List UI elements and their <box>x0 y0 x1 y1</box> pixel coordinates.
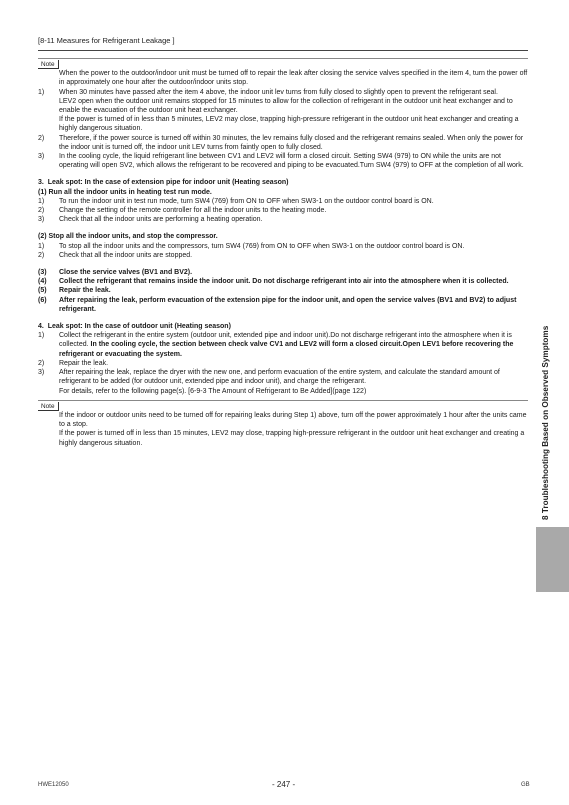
note-item-text: If the power is turned of in less than 5 minutes, LEV2 may close, trapping high-pressure refrigerant in the outdoor unit heat exchanger and creating a highly dangerous situation. <box>59 116 519 133</box>
note-item-text: When 30 minutes have passed after the item 4 above, the indoor unit lev turns from fully closed to slightly open to prevent the refrigerant seal. <box>59 88 498 96</box>
step-number: (4) <box>38 278 47 286</box>
note-tag: Note <box>38 402 59 411</box>
header-divider <box>38 50 528 51</box>
step-text: After repairing the leak, perform evacuation of the extension pipe for the indoor unit, and open the service valves (BV1 and BV2) to adjust refrigerant. <box>59 296 517 313</box>
step-item <box>38 286 528 295</box>
step-number: (3) <box>38 269 47 277</box>
page-content <box>38 58 528 448</box>
list-item <box>38 251 528 260</box>
list-item-text: Check that all the indoor units are stopped. <box>59 251 193 259</box>
cross-reference-link[interactable]: For details, refer to the following page(s). [6-9-3 The Amount of Refrigerant to Be Added](page 122) <box>59 387 367 395</box>
step-text: Close the service valves (BV1 and BV2). <box>59 269 193 277</box>
list-item-number: 3) <box>38 369 45 377</box>
list-item-text: Change the setting of the remote controller for all the indoor units to the heating mode. <box>59 207 327 215</box>
note-rule <box>38 58 528 59</box>
list-item-text: Repair the leak. <box>59 359 109 367</box>
list-item-number: 2) <box>38 207 45 215</box>
list-item-text-plain: Collect the refrigerant in the entire system (outdoor unit, extended pipe and indoor unit).Do not discharge refrigerant into the atmosphere when it is collected. <box>59 332 512 349</box>
page-header-title: [8-11 Measures for Refrigerant Leakage ] <box>38 36 175 45</box>
note-tag: Note <box>38 60 59 69</box>
step-heading: (1) Run all the indoor units in heating test run mode. <box>38 188 212 196</box>
list-item-number: 1) <box>38 242 45 250</box>
list-item-number: 2) <box>38 251 45 259</box>
step-text: Collect the refrigerant that remains inside the indoor unit. Do not discharge refrigerant into air into the atmosphere when it is collected. <box>59 278 509 286</box>
step-item <box>38 296 528 314</box>
step-number: (6) <box>38 296 47 304</box>
section-heading: 4. Leak spot: In the case of outdoor unit (Heating season) <box>38 323 231 331</box>
list-item <box>38 197 528 206</box>
chapter-tab <box>536 527 569 592</box>
note-item-text: LEV2 open when the outdoor unit remains stopped for 15 minutes to allow for the collection of refrigerant in the outdoor unit heat exchanger and to enable the evacuation of the outdoor unit heat exchanger. <box>59 97 513 115</box>
note-item <box>38 152 528 170</box>
list-item-text: Check that all the indoor units are performing a heating operation. <box>59 216 263 224</box>
footer-doc-code: HWE12050 <box>38 782 69 788</box>
list-item-text-bold: In the cooling cycle, the section between check valve CV1 and LEV2 will form a closed circuit.Open LEV1 before recovering the refrigerant or evacuating the system. <box>59 341 514 358</box>
note-text: If the indoor or outdoor units need to be turned off for repairing leaks during Step 1) above, turn off the power approximately 1 hour after the units came to a stop. <box>59 411 527 429</box>
step-number: (5) <box>38 287 47 295</box>
note-text: If the power is turned off in less than 15 minutes, LEV2 may close, trapping high-pressure refrigerant in the outdoor unit heat exchanger and creating a highly dangerous situation. <box>59 430 525 447</box>
step-item <box>38 268 528 277</box>
list-item-number: 1) <box>38 197 45 205</box>
list-item <box>38 206 528 215</box>
list-item-text: To stop all the indoor units and the compressors, turn SW4 (769) from ON to OFF when SW3-1 on the outdoor control board is ON. <box>59 242 465 250</box>
list-item <box>38 215 528 224</box>
chapter-side-label: 8 Troubleshooting Based on Observed Symptoms <box>541 325 550 520</box>
step-item <box>38 277 528 286</box>
footer-language: GB <box>521 782 530 788</box>
list-item <box>38 331 528 359</box>
footer-page-number: - 247 - <box>272 780 296 789</box>
step-text: Repair the leak. <box>59 287 111 295</box>
list-item-text: After repairing the leak, replace the dryer with the new one, and perform evacuation of the entire system, and calculate the standard amount of refrigerant to be added (for outdoor unit, extended pipe and indoor unit), and charge the refrigerant. <box>59 369 500 386</box>
list-item <box>38 242 528 251</box>
note-item-number: 2) <box>38 134 45 142</box>
list-item-number: 3) <box>38 216 45 224</box>
section-heading: 3. Leak spot: In the case of extension pipe for indoor unit (Heating season) <box>38 179 289 187</box>
list-item-text <box>59 331 528 359</box>
list-item <box>38 368 528 396</box>
note-intro: When the power to the outdoor/indoor unit must be turned off to repair the leak after closing the service valves specified in the item 4, turn the power off in approximately one hour after the outdoor/indoor units stop. <box>59 70 528 87</box>
note-item-number: 3) <box>38 153 45 161</box>
note-item-text: Therefore, if the power source is turned off within 30 minutes, the lev remains fully closed and the refrigerant remains sealed. When only the power for the indoor unit is turned off, the indoor unit LEV turns from faintly open to fully closed. <box>59 134 524 151</box>
note-item-number: 1) <box>38 88 45 96</box>
note-item-text: In the cooling cycle, the liquid refrigerant line between CV1 and LEV2 will form a closed circuit. Setting SW4 (979) to ON while the units are not operating will open SV2, which allows the refrigerant to be recovered and piping to be evacuated.Turn SW4 (979) to OFF at the completion of all work. <box>59 153 524 170</box>
list-item-number: 1) <box>38 332 45 340</box>
list-item-number: 2) <box>38 359 45 367</box>
step-heading: (2) Stop all the indoor units, and stop the compressor. <box>38 233 218 241</box>
list-item <box>38 359 528 368</box>
note-item <box>38 134 528 152</box>
list-item-text: To run the indoor unit in test run mode, turn SW4 (769) from ON to OFF when SW3-1 on the outdoor control board is ON. <box>59 197 434 205</box>
note-item <box>38 88 528 134</box>
note-rule <box>38 400 528 401</box>
